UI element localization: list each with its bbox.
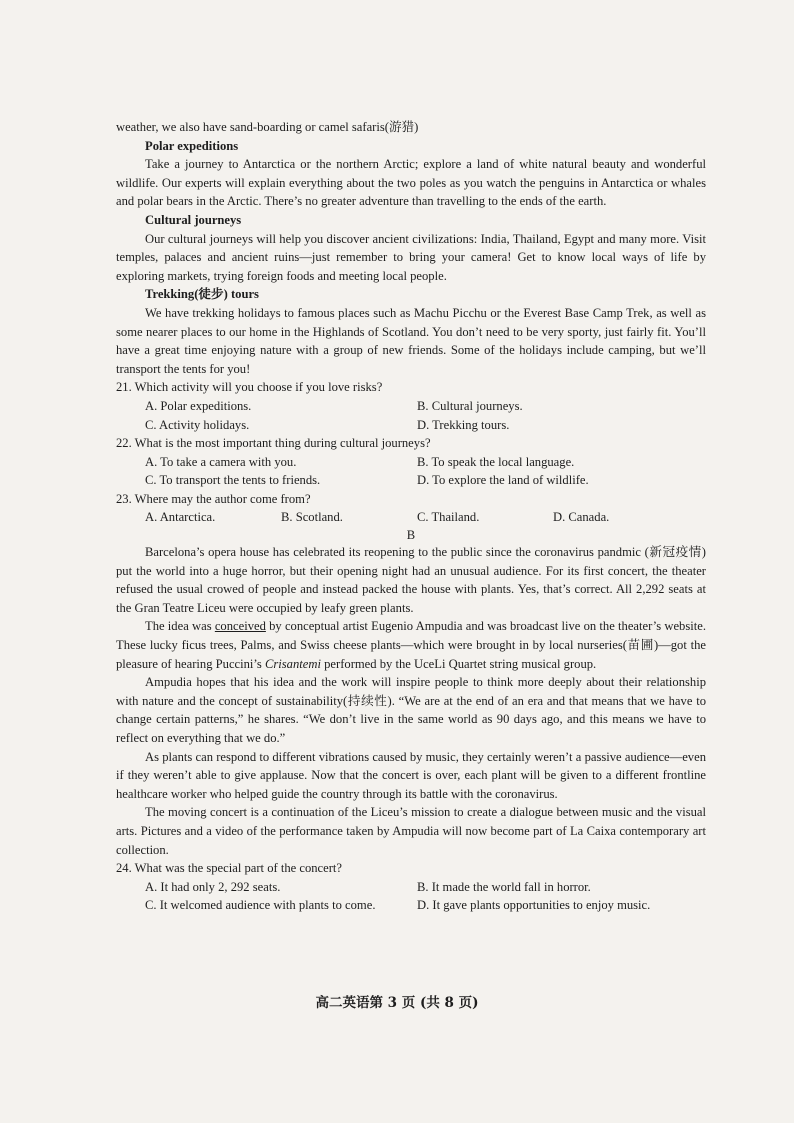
option-c[interactable]: C. Activity holidays. — [145, 417, 250, 432]
trekking-body: We have trekking holidays to famous places such as Machu Picchu or the Everest Base Camp Trek, as well as some nearer places to our home in the Highlands of Scotland. You don’t need to be very sporty, just fairly fit. You’ll have a great time enjoying nature with a group of new friends. Some of the holidays include camping, but we’ll transport the tents for you! — [116, 305, 706, 376]
polar-heading: Polar expeditions — [145, 138, 239, 153]
passage-b-paragraph-3: Ampudia hopes that his idea and the work will inspire people to think more deeply about their relationship with nature and the concept of sustainability(持续性). “We are at the end of an era and that means that we have to change certain patterns,” he shares. “We don’t live in the same world as 90 days ago, and this means we have to reflect on everything that we do.” — [116, 675, 706, 745]
trekking-heading: Trekking(徒步) tours — [145, 287, 259, 302]
question-24 — [116, 859, 706, 915]
option-a[interactable]: A. Antarctica. — [145, 510, 216, 525]
option-a[interactable]: A. Polar expeditions. — [145, 398, 252, 413]
question-22 — [116, 434, 706, 490]
question-stem: 24. What was the special part of the concert? — [116, 861, 343, 876]
options — [116, 878, 706, 915]
question-stem: 21. Which activity will you choose if you love risks? — [116, 380, 383, 395]
options — [116, 453, 706, 490]
text-run: by conceptual artist Eugenio Ampudia and was broadcast live on the theater’s website. These lucky ficus trees, Palms, and Swiss cheese plants—which were brought in by local nurseries(苗圃)—got the pleasure of hearing Puccini’s — [116, 619, 706, 671]
passage-b-paragraph-1: Barcelona’s opera house has celebrated its reopening to the public since the coronavirus pandmic (新冠疫情) put the world into a huge horror, but their opening night had an unusual audience. For its first concert, the theater refused the usual crowed of people and instead packed the house with plants. Yes, that’s correct. All 2,292 seats at the Gran Teatre Liceu were occupied by leafy green plants. — [116, 545, 706, 615]
cultural-body: Our cultural journeys will help you discover ancient civilizations: India, Thailand, Egypt and many more. Visit temples, palaces and ancient ruins—just remember to bring your camera! Get to know local ways of life by exploring markets, trying foreign foods and meeting local people. — [116, 231, 706, 283]
cultural-heading: Cultural journeys — [145, 212, 242, 227]
option-a[interactable]: A. It had only 2, 292 seats. — [145, 879, 281, 894]
passage-b-label: B — [406, 528, 416, 543]
option-c[interactable]: C. To transport the tents to friends. — [145, 473, 321, 488]
option-d[interactable]: D. It gave plants opportunities to enjoy music. — [417, 898, 651, 913]
passage-b-paragraph-5: The moving concert is a continuation of the Liceu’s mission to create a dialogue between music and the visual arts. Pictures and a video of the performance taken by Ampudia will now become part of La Caixa contemporary art collection. — [116, 805, 706, 857]
intro-tail: weather, we also have sand-boarding or camel safaris(游猎) — [116, 120, 419, 134]
option-b[interactable]: B. Scotland. — [281, 510, 343, 525]
option-d[interactable]: D. Trekking tours. — [417, 417, 510, 432]
option-b[interactable]: B. To speak the local language. — [417, 454, 575, 469]
text-run: The idea was — [145, 619, 215, 634]
option-a[interactable]: A. To take a camera with you. — [145, 454, 297, 469]
option-c[interactable]: C. It welcomed audience with plants to come. — [145, 898, 376, 913]
question-21 — [116, 378, 706, 434]
polar-body: Take a journey to Antarctica or the northern Arctic; explore a land of white natural beauty and wonderful wildlife. Our experts will explain everything about the two poles as you watch the penguins in Antarctica or whales and polar bears in the Arctic. There’s no greater adventure than travelling to the ends of the earth. — [116, 157, 706, 209]
question-stem: 23. Where may the author come from? — [116, 491, 311, 506]
underlined-word: conceived — [214, 619, 266, 634]
options — [116, 508, 706, 527]
option-d[interactable]: D. Canada. — [553, 510, 610, 525]
option-b[interactable]: B. It made the world fall in horror. — [417, 879, 591, 894]
page-footer: 高二英语第 3 页 (共 8 页) — [315, 995, 479, 1011]
italic-title: Crisantemi — [264, 656, 321, 671]
option-c[interactable]: C. Thailand. — [417, 510, 480, 525]
options — [116, 397, 706, 434]
option-b[interactable]: B. Cultural journeys. — [417, 398, 523, 413]
question-23 — [116, 490, 706, 527]
passage-b-paragraph-2 — [116, 617, 706, 673]
question-stem: 22. What is the most important thing during cultural journeys? — [116, 436, 431, 451]
passage-b-paragraph-4: As plants can respond to different vibrations caused by music, they certainly weren’t a passive audience—even if they weren’t able to give applause. Now that the concert is over, each plant will be given to a different frontline healthcare worker who helped guide the country through its battle with the coronavirus. — [116, 749, 706, 801]
option-d[interactable]: D. To explore the land of wildlife. — [417, 473, 589, 488]
text-run: performed by the UceLi Quartet string musical group. — [320, 656, 597, 671]
